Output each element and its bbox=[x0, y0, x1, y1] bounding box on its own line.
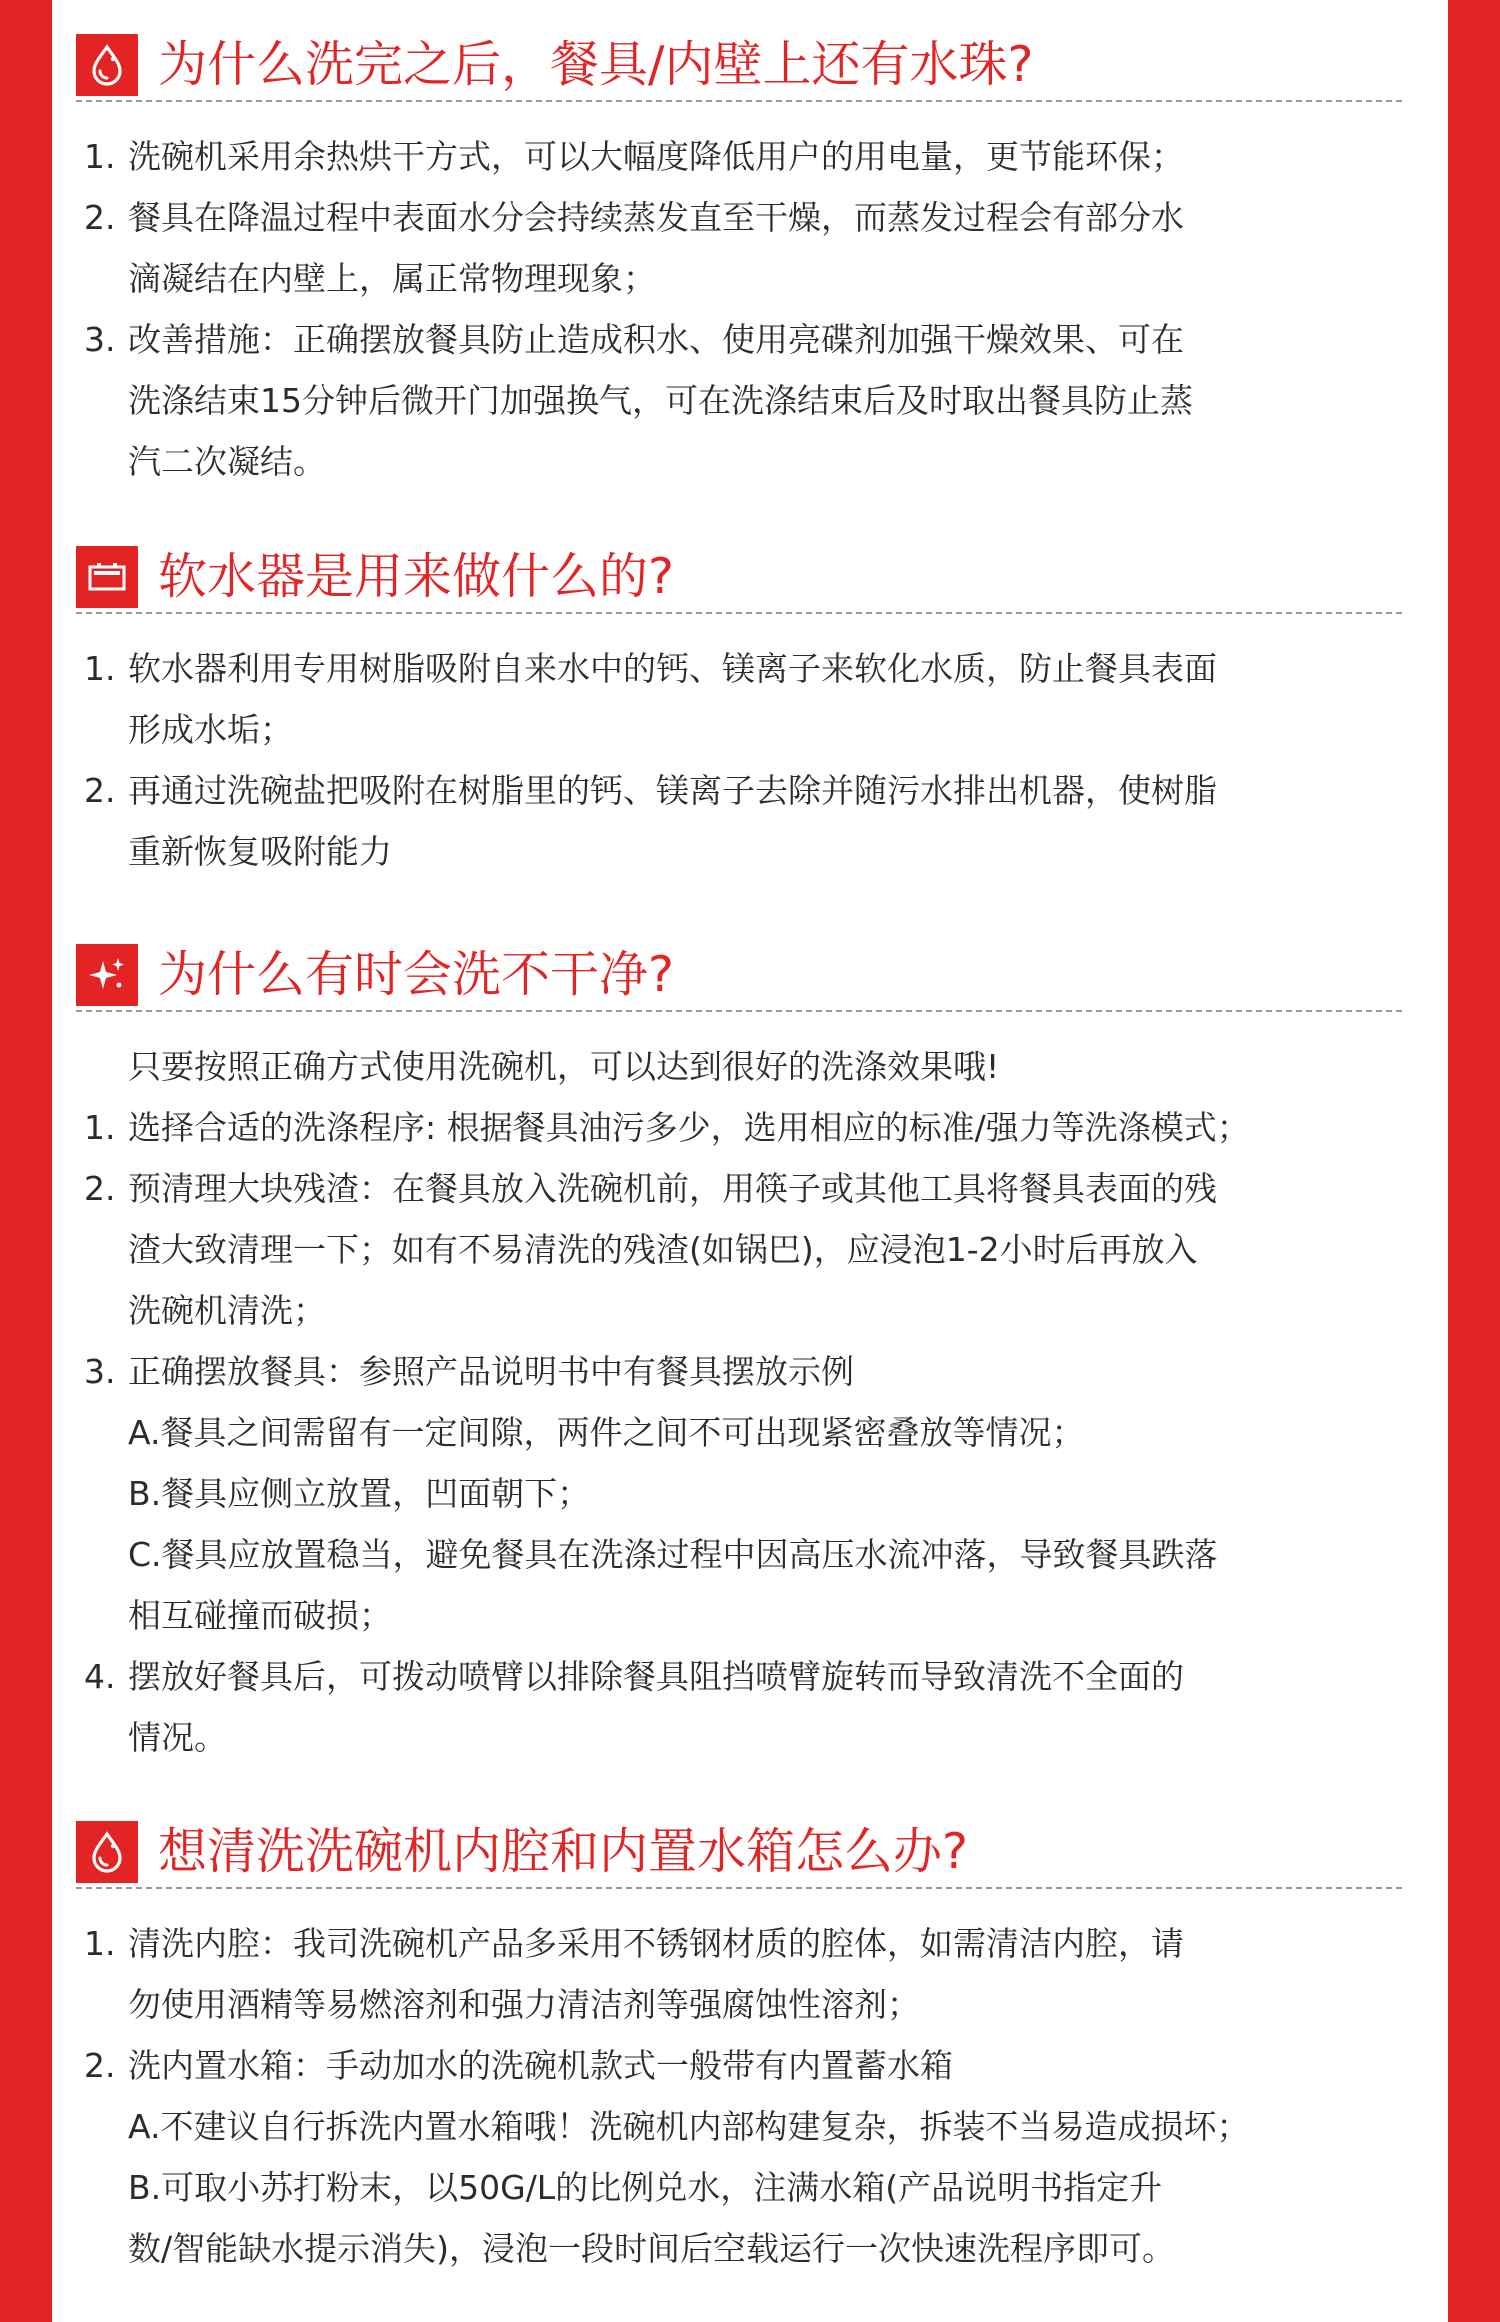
item-text: B.可取小苏打粉末，以50G/L的比例兑水，注满水箱(产品说明书指定升 bbox=[128, 2168, 1163, 2207]
item-text: 渣大致清理一下；如有不易清洗的残渣(如锅巴)，应浸泡1-2小时后再放入 bbox=[128, 1230, 1198, 1269]
text-line bbox=[76, 1341, 1402, 1402]
item-text: 选择合适的洗涤程序: 根据餐具油污多少，选用相应的标准/强力等洗涤模式； bbox=[128, 1108, 1250, 1147]
text-line bbox=[76, 370, 1402, 431]
item-number: 2. bbox=[84, 1169, 116, 1208]
item-number: 4. bbox=[84, 1657, 116, 1696]
faq-section-water-softener bbox=[76, 540, 1402, 882]
item-text: 软水器利用专用树脂吸附自来水中的钙、镁离子来软化水质，防止餐具表面 bbox=[128, 649, 1217, 688]
text-line bbox=[76, 126, 1402, 187]
water-drop-icon bbox=[76, 1821, 138, 1883]
text-line bbox=[76, 821, 1402, 882]
text-line bbox=[76, 1463, 1402, 1524]
text-line bbox=[76, 1913, 1402, 1974]
item-text: 洗内置水箱：手动加水的洗碗机款式一般带有内置蓄水箱 bbox=[128, 2046, 953, 2085]
item-number: 1. bbox=[84, 1924, 116, 1963]
section-title: 为什么有时会洗不干净? bbox=[158, 946, 675, 1003]
text-line bbox=[76, 760, 1402, 821]
item-text: 摆放好餐具后，可拨动喷臂以排除餐具阻挡喷臂旋转而导致清洗不全面的 bbox=[128, 1657, 1184, 1696]
text-line bbox=[76, 1585, 1402, 1646]
item-text: 洗涤结束15分钟后微开门加强换气，可在洗涤结束后及时取出餐具防止蒸 bbox=[128, 381, 1193, 420]
item-text: 餐具在降温过程中表面水分会持续蒸发直至干燥，而蒸发过程会有部分水 bbox=[128, 198, 1184, 237]
softener-icon bbox=[76, 546, 138, 608]
sparkle-icon bbox=[76, 944, 138, 1006]
item-text: A.餐具之间需留有一定间隙，两件之间不可出现紧密叠放等情况； bbox=[128, 1413, 1085, 1452]
text-line bbox=[76, 1524, 1402, 1585]
text-line bbox=[76, 1097, 1402, 1158]
item-number: 3. bbox=[84, 320, 116, 359]
item-text: 相互碰撞而破损； bbox=[128, 1596, 392, 1635]
item-text: 洗碗机采用余热烘干方式，可以大幅度降低用户的用电量，更节能环保； bbox=[128, 137, 1184, 176]
text-line bbox=[76, 1974, 1402, 2035]
text-line bbox=[76, 2035, 1402, 2096]
item-number: 2. bbox=[84, 771, 116, 810]
item-text: 只要按照正确方式使用洗碗机，可以达到很好的洗涤效果哦! bbox=[128, 1047, 1000, 1086]
faq-section-water-droplets bbox=[76, 28, 1402, 492]
section-header bbox=[76, 28, 1402, 102]
faq-section-cleaning-tank bbox=[76, 1815, 1402, 2279]
water-drop-icon bbox=[76, 34, 138, 96]
item-text: 勿使用酒精等易燃溶剂和强力清洁剂等强腐蚀性溶剂； bbox=[128, 1985, 920, 2024]
item-text: 预清理大块残渣：在餐具放入洗碗机前，用筷子或其他工具将餐具表面的残 bbox=[128, 1169, 1217, 1208]
item-text: 改善措施：正确摆放餐具防止造成积水、使用亮碟剂加强干燥效果、可在 bbox=[128, 320, 1184, 359]
section-header bbox=[76, 540, 1402, 614]
text-line bbox=[76, 1158, 1402, 1219]
item-text: A.不建议自行拆洗内置水箱哦！洗碗机内部构建复杂，拆装不当易造成损坏； bbox=[128, 2107, 1250, 2146]
text-line bbox=[76, 2218, 1402, 2279]
text-line bbox=[76, 1707, 1402, 1768]
section-body bbox=[76, 1889, 1402, 2279]
text-line bbox=[76, 1036, 1402, 1097]
section-title: 想清洗洗碗机内腔和内置水箱怎么办? bbox=[158, 1823, 969, 1880]
item-text: B.餐具应侧立放置，凹面朝下； bbox=[128, 1474, 591, 1513]
item-number: 3. bbox=[84, 1352, 116, 1391]
text-line bbox=[76, 1219, 1402, 1280]
item-number: 1. bbox=[84, 137, 116, 176]
text-line bbox=[76, 309, 1402, 370]
section-body bbox=[76, 614, 1402, 882]
section-header bbox=[76, 1815, 1402, 1889]
text-line bbox=[76, 1646, 1402, 1707]
faq-section-not-clean bbox=[76, 938, 1402, 1768]
section-header bbox=[76, 938, 1402, 1012]
item-text: 汽二次凝结。 bbox=[128, 442, 326, 481]
item-number: 2. bbox=[84, 2046, 116, 2085]
text-line bbox=[76, 187, 1402, 248]
section-title: 软水器是用来做什么的? bbox=[158, 548, 675, 605]
item-text: 重新恢复吸附能力 bbox=[128, 832, 392, 871]
item-text: 洗碗机清洗； bbox=[128, 1291, 326, 1330]
text-line bbox=[76, 431, 1402, 492]
text-line bbox=[76, 699, 1402, 760]
section-body bbox=[76, 1012, 1402, 1768]
item-text: 滴凝结在内壁上，属正常物理现象； bbox=[128, 259, 656, 298]
text-line bbox=[76, 1402, 1402, 1463]
item-number: 1. bbox=[84, 649, 116, 688]
item-text: 再通过洗碗盐把吸附在树脂里的钙、镁离子去除并随污水排出机器，使树脂 bbox=[128, 771, 1217, 810]
text-line bbox=[76, 638, 1402, 699]
text-line bbox=[76, 2157, 1402, 2218]
item-text: 正确摆放餐具：参照产品说明书中有餐具摆放示例 bbox=[128, 1352, 854, 1391]
item-text: 情况。 bbox=[128, 1718, 227, 1757]
item-text: 形成水垢； bbox=[128, 710, 293, 749]
item-text: C.餐具应放置稳当，避免餐具在洗涤过程中因高压水流冲落，导致餐具跌落 bbox=[128, 1535, 1218, 1574]
text-line bbox=[76, 2096, 1402, 2157]
text-line bbox=[76, 1280, 1402, 1341]
section-title: 为什么洗完之后，餐具/内壁上还有水珠? bbox=[158, 36, 1034, 93]
section-body bbox=[76, 102, 1402, 492]
text-line bbox=[76, 248, 1402, 309]
item-text: 数/智能缺水提示消失)，浸泡一段时间后空载运行一次快速洗程序即可。 bbox=[128, 2229, 1175, 2268]
item-number: 2. bbox=[84, 198, 116, 237]
item-text: 清洗内腔：我司洗碗机产品多采用不锈钢材质的腔体，如需清洁内腔，请 bbox=[128, 1924, 1184, 1963]
item-number: 1. bbox=[84, 1108, 116, 1147]
